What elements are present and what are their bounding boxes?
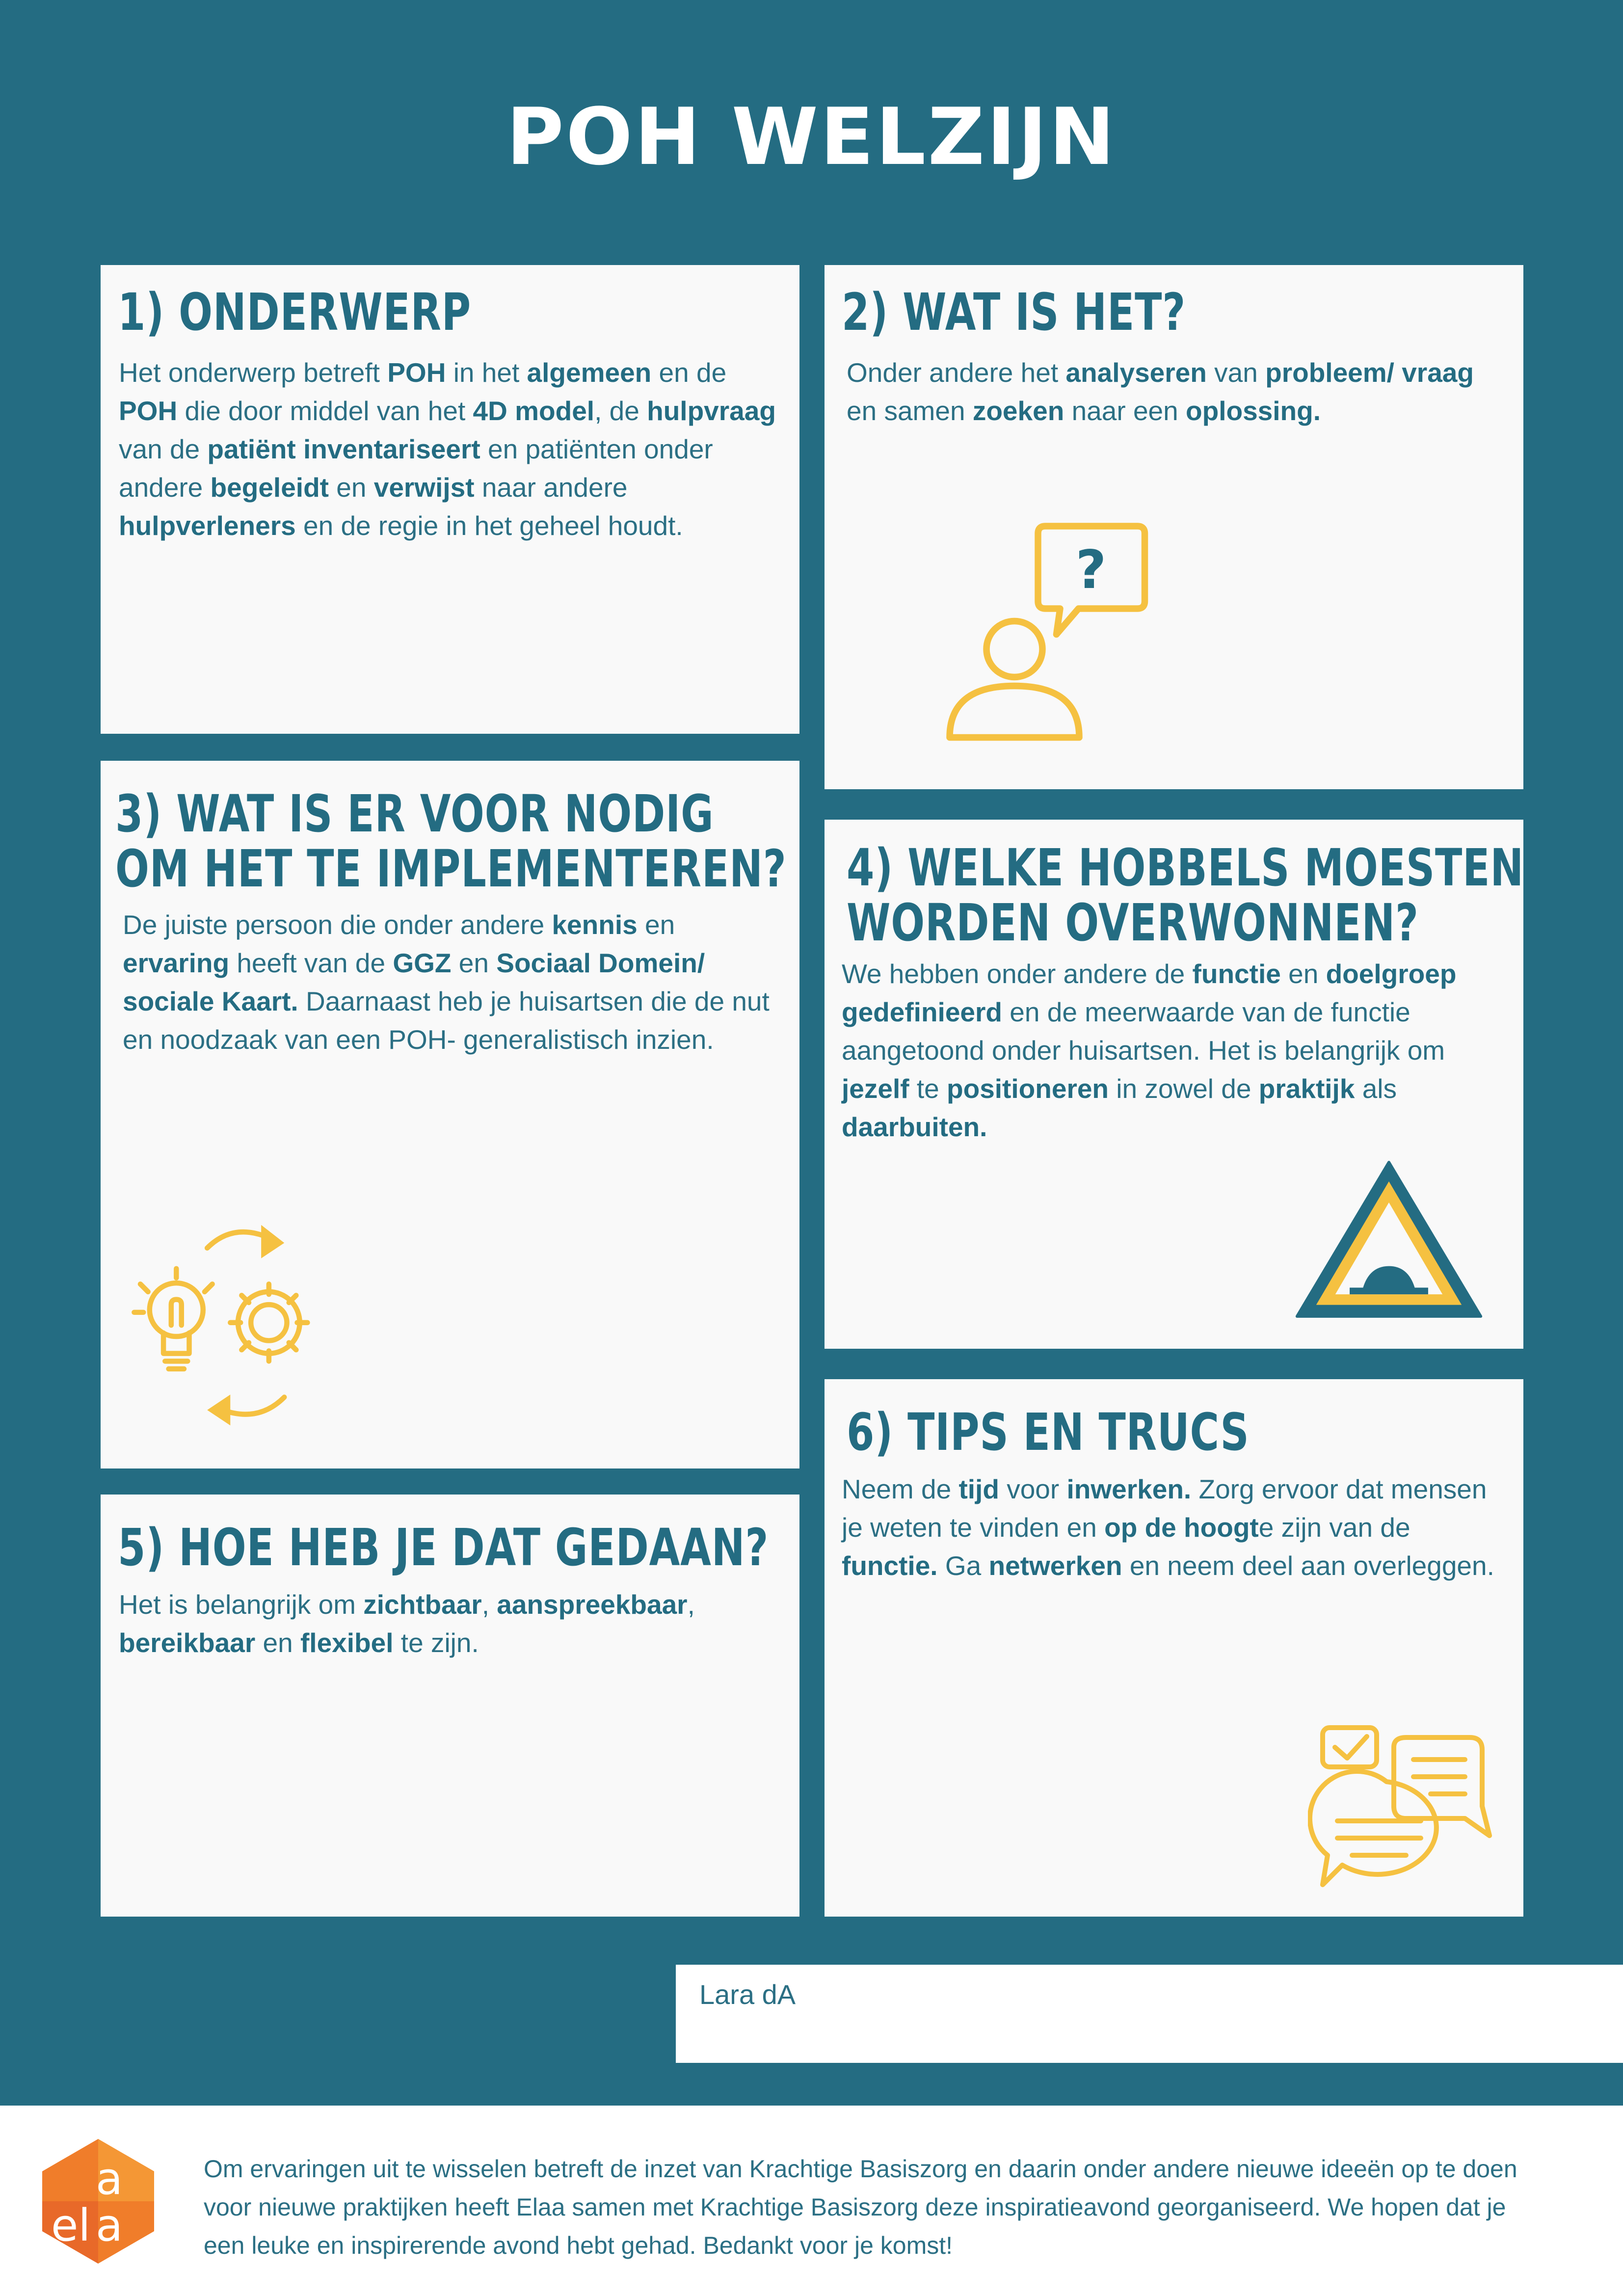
emphasis-text: analyseren (1065, 357, 1207, 388)
footer-text: Om ervaringen uit te wisselen betreft de inzet van Krachtige Basiszorg en daarin onder andere nieuwe ideeën op te doen voor nieuwe praktijken heeft Elaa samen met Krachtige Basiszorg deze inspiratieavond georganiseerd. We hopen dat je een leuke en inspirerende avond hebt gehad. Bedankt voor je komst! (204, 2155, 1517, 2259)
emphasis-text: Sociaal Domein/ sociale Kaart. (123, 948, 705, 1016)
emphasis-text: 4D model (473, 396, 595, 426)
svg-text:?: ? (1075, 539, 1107, 601)
emphasis-text: oplossing. (1186, 396, 1321, 426)
body-text-segment: patiënten onder andere (119, 434, 713, 503)
body-text-segment: Het is belangrijk om (119, 1589, 364, 1620)
card-body (119, 353, 786, 545)
card-heading-line-2: OM HET TE IMPLEMENTEREN? (115, 839, 787, 899)
emphasis-text: begeleidt (210, 472, 329, 503)
card-body (847, 353, 1499, 430)
body-text-segment: en (480, 434, 526, 464)
body-text-segment: De juiste persoon die onder andere (123, 909, 552, 940)
svg-text:a: a (96, 2200, 123, 2251)
card-heading: 5) HOE HEB JE DAT GEDAAN? (118, 1518, 769, 1577)
emphasis-text: GGZ (393, 948, 452, 978)
card-heading: 1) ONDERWERP (118, 282, 472, 342)
emphasis-text: kennis (552, 909, 638, 940)
question-person-icon (928, 520, 1148, 741)
emphasis-text: POH (387, 357, 446, 388)
card-heading-line-2: WORDEN OVERWONNEN? (847, 893, 1419, 953)
body-text-segment: als (1355, 1073, 1397, 1104)
body-text-segment: te (909, 1073, 947, 1104)
idea-gear-cycle-icon (130, 1217, 346, 1433)
body-text-segment: andere (543, 472, 628, 503)
emphasis-text: hulpverleners (119, 510, 296, 541)
emphasis-text: probleem/ vraag (1265, 357, 1474, 388)
body-text-segment: en de regie in het geheel houdt. (295, 510, 683, 541)
body-text-segment: en (328, 472, 374, 503)
emphasis-text: zichtbaar (363, 1589, 482, 1620)
emphasis-text: patiënt inventariseert (207, 434, 480, 464)
body-text-segment: en de (651, 357, 727, 388)
emphasis-text: flexibel (300, 1628, 394, 1658)
emphasis-text: bereikbaar (119, 1628, 256, 1658)
emphasis-text: zoeken (972, 396, 1064, 426)
emphasis-text: tijd (958, 1474, 999, 1504)
emphasis-text: POH (119, 396, 178, 426)
body-text-segment: e zijn van de (1258, 1512, 1410, 1543)
footer (0, 2106, 1623, 2296)
body-text-segment: in zowel de (1109, 1073, 1259, 1104)
body-text-segment: voor (999, 1474, 1067, 1504)
card-body (119, 1585, 786, 1662)
body-text-segment: Neem de (842, 1474, 959, 1504)
body-text-segment: Zorg ervoor dat mensen je weten te vinden en (842, 1474, 1487, 1543)
body-text-segment: en de meerwaarde van de functie aangetoond onder huisartsen. Het is belangrijk om (842, 997, 1445, 1066)
card-heading-line-1: 3) WAT IS ER VOOR NODIG (115, 784, 714, 844)
emphasis-text: praktijk (1258, 1073, 1355, 1104)
body-text-segment: en (637, 909, 675, 940)
emphasis-text: netwerken (988, 1550, 1122, 1581)
emphasis-text: jezelf (842, 1073, 909, 1104)
svg-text:a: a (96, 2153, 123, 2205)
card-onderwerp (101, 265, 799, 734)
body-text-segment: en neem deel aan overleggen. (1122, 1550, 1494, 1581)
chat-bubbles-icon (1308, 1723, 1494, 1909)
body-text-segment: heeft van de (229, 948, 393, 978)
body-text-segment: We hebben onder andere de (842, 959, 1193, 989)
card-body (842, 1470, 1499, 1585)
svg-text:el: el (51, 2200, 91, 2251)
body-text-segment: Het onderwerp betreft (119, 357, 388, 388)
body-text-segment: Ga (937, 1550, 989, 1581)
body-text-segment: Onder andere het (847, 357, 1066, 388)
body-text-segment: , de (594, 396, 647, 426)
speed-bump-warning-icon (1293, 1158, 1485, 1321)
body-text-segment: in het (446, 357, 527, 388)
card-heading-line-1: 4) WELKE HOBBELS MOESTEN (847, 838, 1524, 898)
card-heading: 6) TIPS EN TRUCS (847, 1402, 1250, 1462)
author-name: Lara dA (699, 1979, 796, 2010)
body-text-segment: , (687, 1589, 695, 1620)
body-text-segment: naar (474, 472, 544, 503)
emphasis-text: functie. (842, 1550, 938, 1581)
body-text-segment: te zijn. (393, 1628, 479, 1658)
emphasis-text: doelgroep gedefinieerd (842, 959, 1457, 1027)
card-body (123, 906, 780, 1059)
card-body (842, 955, 1499, 1146)
card-tips-en-trucs (825, 1379, 1523, 1917)
body-text-segment: van de (119, 434, 208, 464)
body-text-segment: , (481, 1589, 497, 1620)
emphasis-text: op de hoogt (1104, 1512, 1259, 1543)
card-wat-is-het (825, 265, 1523, 789)
body-text-segment: Daarnaast heb je huisartsen die de nut en noodzaak van een POH- generalistisch inzien. (123, 986, 770, 1055)
card-heading: 2) WAT IS HET? (842, 282, 1186, 342)
body-text-segment: en (1280, 959, 1326, 989)
body-text-segment: van (1206, 357, 1266, 388)
emphasis-text: functie (1192, 959, 1281, 989)
emphasis-text: ervaring (123, 948, 230, 978)
emphasis-text: daarbuiten. (842, 1112, 987, 1142)
page-title: POH WELZIJN (506, 91, 1117, 183)
emphasis-text: algemeen (527, 357, 652, 388)
body-text-segment: en (255, 1628, 300, 1658)
emphasis-text: aanspreekbaar (497, 1589, 688, 1620)
author-box (676, 1965, 1623, 2063)
body-text-segment: die door middel van het (177, 396, 473, 426)
emphasis-text: inwerken. (1066, 1474, 1192, 1504)
card-hoe-gedaan (101, 1495, 799, 1917)
emphasis-text: hulpvraag (647, 396, 776, 426)
card-hobbels (825, 820, 1523, 1349)
elaa-logo-icon (34, 2135, 162, 2268)
emphasis-text: verwijst (373, 472, 475, 503)
card-implementeren (101, 761, 799, 1468)
emphasis-text: positioneren (947, 1073, 1109, 1104)
body-text-segment: en (451, 948, 497, 978)
body-text-segment: naar een (1064, 396, 1186, 426)
body-text-segment: en samen (847, 396, 973, 426)
